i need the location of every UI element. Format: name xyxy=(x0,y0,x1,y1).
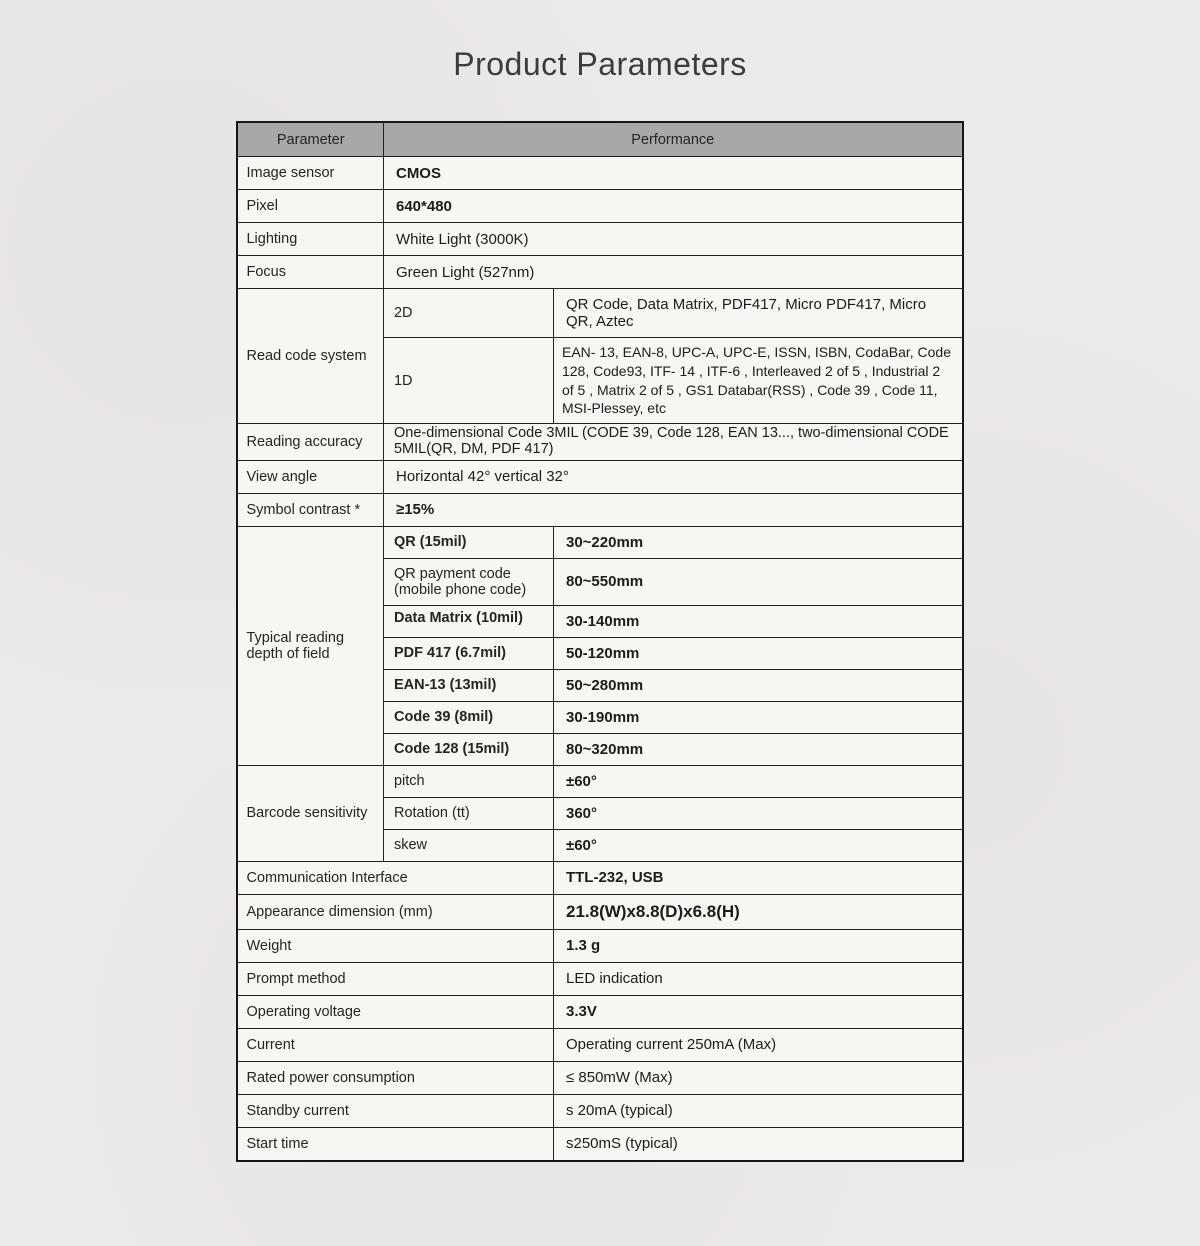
sub-param-cell xyxy=(383,605,553,637)
param-cell: Weight xyxy=(237,929,553,962)
table-row xyxy=(237,995,962,1028)
clipped-text xyxy=(393,610,547,627)
value-cell: s 20mA (typical) xyxy=(553,1094,962,1127)
sub-param-cell: Rotation (tt) xyxy=(383,797,553,829)
param-cell: Communication Interface xyxy=(237,861,553,894)
table-body xyxy=(237,157,962,1161)
value-cell: QR Code, Data Matrix, PDF417, Micro PDF417, Micro QR, Aztec xyxy=(553,289,962,338)
value-cell: 21.8(W)x8.8(D)x6.8(H) xyxy=(553,894,962,929)
sub-param-cell: Code 39 (8mil) xyxy=(383,701,553,733)
value-cell: 3.3V xyxy=(553,995,962,1028)
value-cell: 360° xyxy=(553,797,962,829)
table-row xyxy=(237,1028,962,1061)
value-cell: 80~550mm xyxy=(553,558,962,605)
table-row xyxy=(237,190,962,223)
value-cell: Horizontal 42° vertical 32° xyxy=(383,460,962,493)
value-cell: 30~220mm xyxy=(553,526,962,558)
sub-param-cell: 1D xyxy=(383,338,553,424)
sub-param-label: Data Matrix (10mil) xyxy=(393,610,523,627)
table-row xyxy=(237,526,962,558)
table-row xyxy=(237,765,962,797)
param-cell: Standby current xyxy=(237,1094,553,1127)
param-cell: Typical reading depth of field xyxy=(237,526,383,765)
value-cell: One-dimensional Code 3MIL (CODE 39, Code 128, EAN 13..., two-dimensional CODE 5MIL(QR, DM, PDF 417) xyxy=(383,424,962,461)
value-cell: ≤ 850mW (Max) xyxy=(553,1061,962,1094)
sub-param-cell: QR (15mil) xyxy=(383,526,553,558)
table-row xyxy=(237,861,962,894)
table-row xyxy=(237,493,962,526)
value-cell: 50-120mm xyxy=(553,637,962,669)
param-cell: Prompt method xyxy=(237,962,553,995)
param-cell: Lighting xyxy=(237,223,383,256)
value-cell: 50~280mm xyxy=(553,669,962,701)
table-header-row xyxy=(237,122,962,157)
value-cell: 30-190mm xyxy=(553,701,962,733)
table-row xyxy=(237,1127,962,1161)
sub-param-cell: QR payment code (mobile phone code) xyxy=(383,558,553,605)
table-row xyxy=(237,1094,962,1127)
table-row xyxy=(237,1061,962,1094)
sub-param-cell: EAN-13 (13mil) xyxy=(383,669,553,701)
product-parameters-table xyxy=(236,121,963,1162)
value-cell: 1.3 g xyxy=(553,929,962,962)
param-cell: Current xyxy=(237,1028,553,1061)
page-title: Product Parameters xyxy=(453,46,747,82)
value-cell: 30-140mm xyxy=(553,605,962,637)
table-row xyxy=(237,929,962,962)
value-cell: White Light (3000K) xyxy=(383,223,962,256)
table-row xyxy=(237,223,962,256)
sub-param-cell: 2D xyxy=(383,289,553,338)
param-cell: Operating voltage xyxy=(237,995,553,1028)
table-row xyxy=(237,157,962,190)
value-cell: EAN- 13, EAN-8, UPC-A, UPC-E, ISSN, ISBN, CodaBar, Code 128, Code93, ITF- 14 , ITF-6 , Interleaved 2 of 5 , Industrial 2 of 5 , Matrix 2 of 5 , GS1 Databar(RSS) , Code 39 , Code 11, MSI-Plessey, etc xyxy=(553,338,962,424)
param-cell: Focus xyxy=(237,256,383,289)
param-cell: Image sensor xyxy=(237,157,383,190)
header-parameter: Parameter xyxy=(237,122,383,157)
param-cell: Barcode sensitivity xyxy=(237,765,383,861)
header-performance: Performance xyxy=(383,122,962,157)
value-cell: Operating current 250mA (Max) xyxy=(553,1028,962,1061)
table-row xyxy=(237,460,962,493)
param-cell: Symbol contrast * xyxy=(237,493,383,526)
value-cell: ±60° xyxy=(553,829,962,861)
table-row xyxy=(237,424,962,461)
value-cell: s250mS (typical) xyxy=(553,1127,962,1161)
param-cell: Reading accuracy xyxy=(237,424,383,461)
table-row xyxy=(237,256,962,289)
sub-param-cell: PDF 417 (6.7mil) xyxy=(383,637,553,669)
sub-param-cell: Code 128 (15mil) xyxy=(383,733,553,765)
value-cell: 80~320mm xyxy=(553,733,962,765)
sub-param-cell: pitch xyxy=(383,765,553,797)
value-cell: 640*480 xyxy=(383,190,962,223)
param-cell: Rated power consumption xyxy=(237,1061,553,1094)
value-cell: Green Light (527nm) xyxy=(383,256,962,289)
value-cell: TTL-232, USB xyxy=(553,861,962,894)
param-cell: Start time xyxy=(237,1127,553,1161)
param-cell: Read code system xyxy=(237,289,383,424)
value-cell: ±60° xyxy=(553,765,962,797)
table-row xyxy=(237,894,962,929)
value-cell: ≥15% xyxy=(383,493,962,526)
value-cell: CMOS xyxy=(383,157,962,190)
param-cell: Pixel xyxy=(237,190,383,223)
param-cell: Appearance dimension (mm) xyxy=(237,894,553,929)
param-cell: View angle xyxy=(237,460,383,493)
sub-param-cell: skew xyxy=(383,829,553,861)
value-cell: LED indication xyxy=(553,962,962,995)
table-row xyxy=(237,962,962,995)
table-row xyxy=(237,289,962,338)
